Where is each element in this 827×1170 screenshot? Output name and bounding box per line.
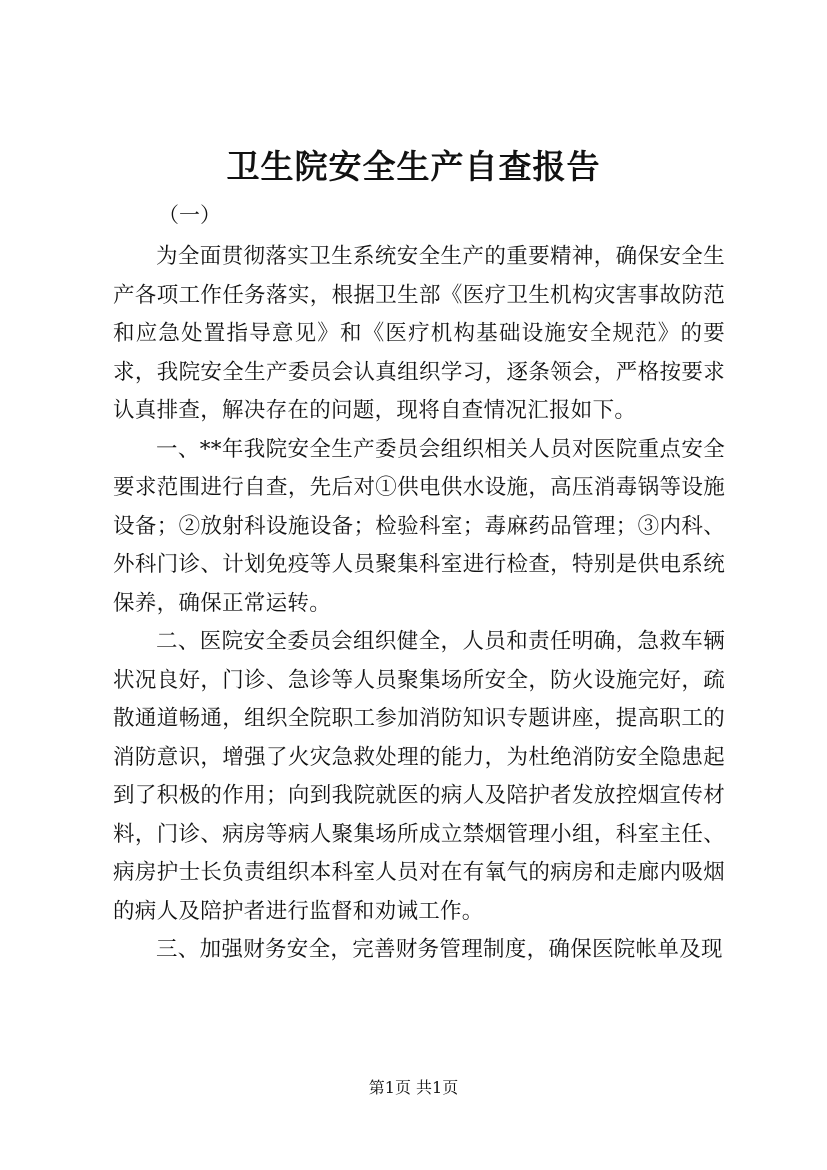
paragraph-item-2: 二、医院安全委员会组织健全，人员和责任明确，急救车辆状况良好，门诊、急诊等人员聚集场所安全，防火设施完好，疏散通道畅通，组织全院职工参加消防知识专题讲座，提高职工的消防意识，增强了火灾急救处理的能力，为杜绝消防安全隐患起到了积极的作用；向到我院就医的病人及陪护者发放控烟宣传材料，门诊、病房等病人聚集场所成立禁烟管理小组，科室主任、病房护士长负责组织本科室人员对在有氧气的病房和走廊内吸烟的病人及陪护者进行监督和劝诫工作。 — [113, 629, 725, 924]
paragraph-item-3: 三、加强财务安全，完善财务管理制度，确保医院帐单及现 — [156, 937, 723, 962]
document-body — [113, 238, 725, 970]
document-title: 卫生院安全生产自查报告 — [226, 147, 601, 186]
paragraph-item-1: 一、**年我院安全生产委员会组织相关人员对医院重点安全要求范围进行自查，先后对①供电供水设施，高压消毒锅等设施设备；②放射科设施设备；检验科室；毒麻药品管理；③内科、外科门诊、计划免疫等人员聚集科室进行检查，特别是供电系统保养，确保正常运转。 — [113, 436, 725, 616]
section-number: （一） — [158, 203, 221, 227]
page-footer: 第1页 共1页 — [368, 1078, 459, 1097]
paragraph-intro: 为全面贯彻落实卫生系统安全生产的重要精神，确保安全生产各项工作任务落实，根据卫生部《医疗卫生机构灾害事故防范和应急处置指导意见》和《医疗机构基础设施安全规范》的要求，我院安全生产委员会认真组织学习，逐条领会，严格按要求认真排查，解决存在的问题，现将自查情况汇报如下。 — [113, 244, 725, 423]
